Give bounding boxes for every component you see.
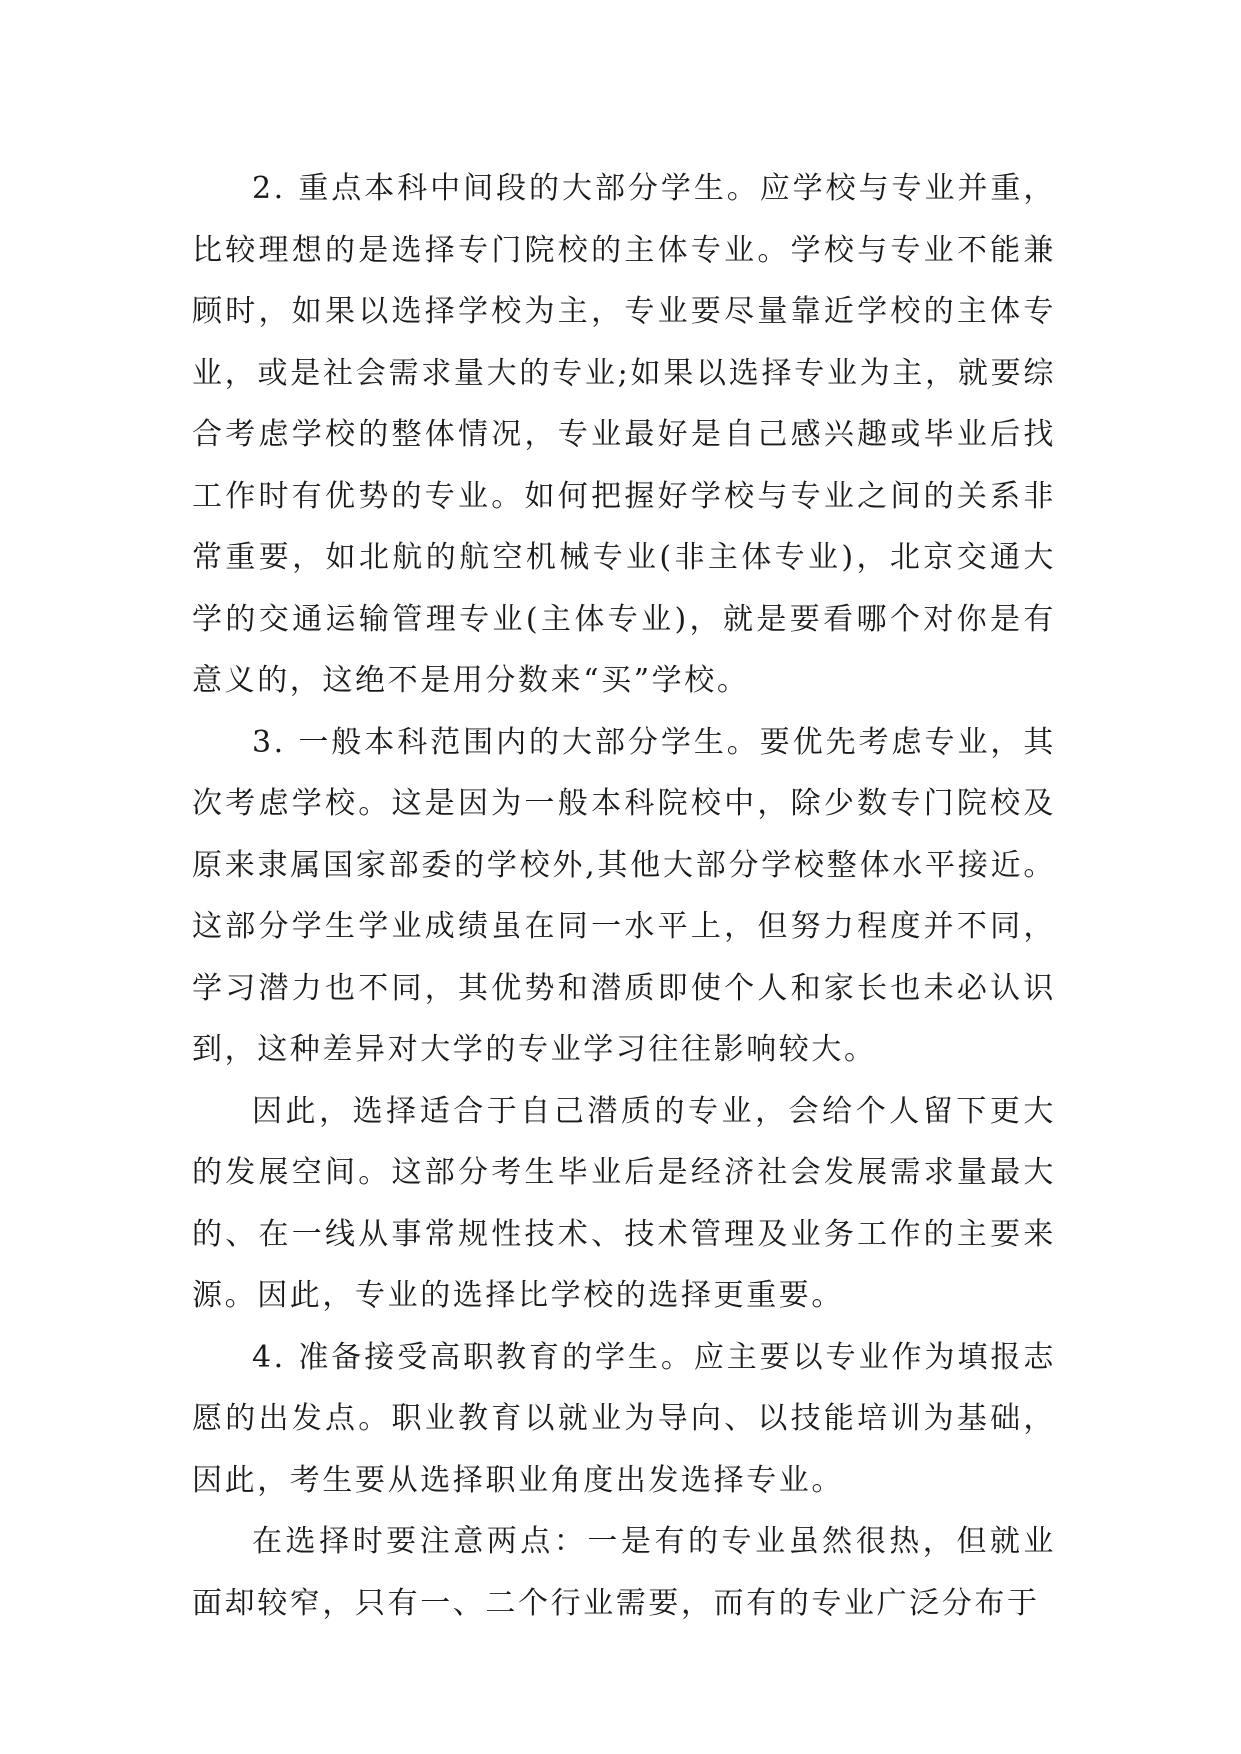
paragraph-vocational: 4. 准备接受高职教育的学生。应主要以专业作为填报志愿的出发点。职业教育以就业为导向、以技能培训为基础，因此，考生要从选择职业角度出发选择专业。 bbox=[192, 1339, 1056, 1498]
paragraph-therefore-major: 因此，选择适合于自己潜质的专业，会给个人留下更大的发展空间。这部分考生毕业后是经济社会发展需求量最大的、在一线从事常规性技术、技术管理及业务工作的主要来源。因此，专业的选择比学校的选择更重要。 bbox=[192, 1093, 1056, 1313]
paragraph-general-undergrad: 3. 一般本科范围内的大部分学生。要优先考虑专业，其次考虑学校。这是因为一般本科院校中，除少数专门院校及原来隶属国家部委的学校外,其他大部分学校整体水平接近。这部分学生学业成绩虽在同一水平上，但努力程度并不同，学习潜力也不同，其优势和潜质即使个人和家长也未必认识到，这种差异对大学的专业学习往往影响较大。 bbox=[192, 724, 1056, 1067]
paragraph-two-points: 在选择时要注意两点：一是有的专业虽然很热，但就业面却较窄，只有一、二个行业需要，而有的专业广泛分布于 bbox=[192, 1524, 1056, 1621]
paragraph-key-undergrad-middle: 2. 重点本科中间段的大部分学生。应学校与专业并重，比较理想的是选择专门院校的主体专业。学校与专业不能兼顾时，如果以选择学校为主，专业要尽量靠近学校的主体专业，或是社会需求量大的专业;如果以选择专业为主，就要综合考虑学校的整体情况，专业最好是自己感兴趣或毕业后找工作时有优势的专业。如何把握好学校与专业之间的关系非常重要，如北航的航空机械专业(非主体专业)，北京交通大学的交通运输管理专业(主体专业)，就是要看哪个对你是有意义的，这绝不是用分数来“买”学校。 bbox=[192, 171, 1056, 698]
body-text bbox=[192, 158, 1056, 1634]
